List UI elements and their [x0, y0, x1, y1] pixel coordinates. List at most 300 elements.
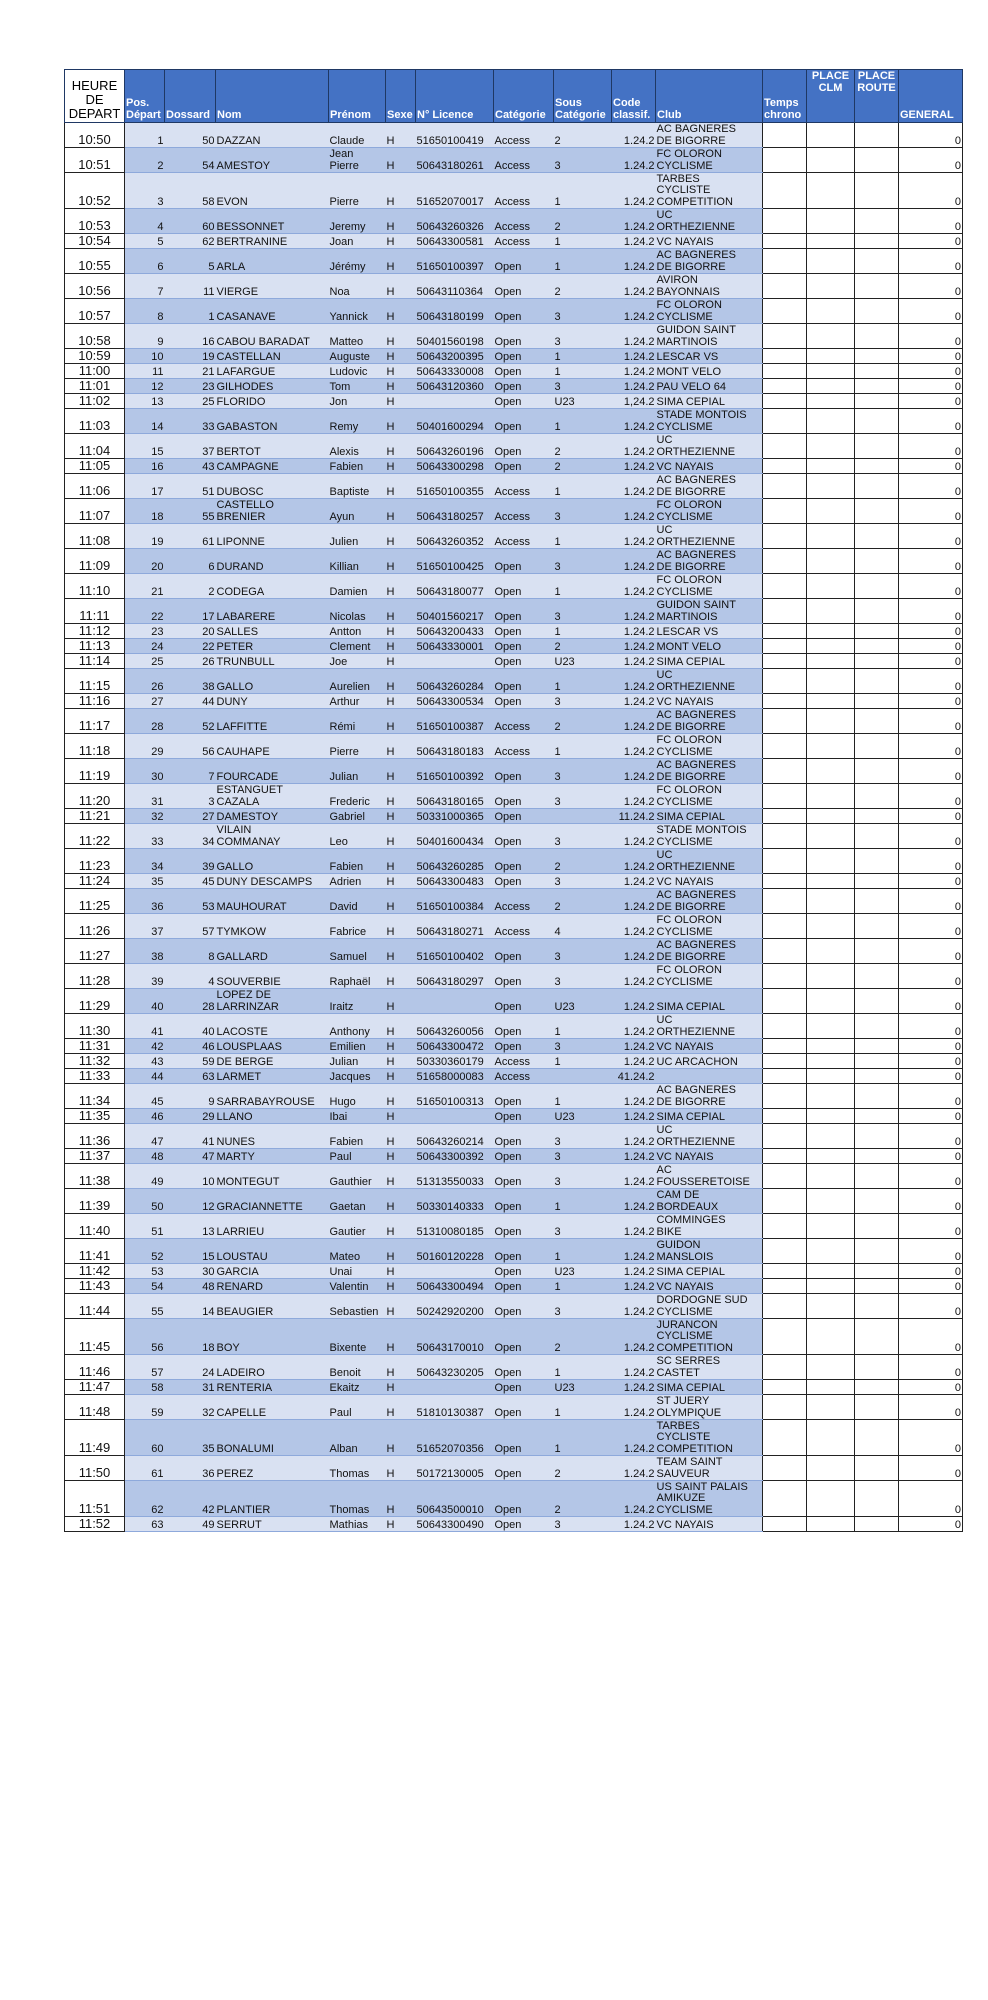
sex-cell: H [386, 574, 416, 599]
first-name-cell: Alban [329, 1420, 386, 1456]
start-time-cell: 11:15 [65, 669, 125, 694]
table-row [65, 624, 963, 639]
start-position-cell: 11 [125, 364, 165, 379]
bib-number-cell: 60 [165, 209, 216, 234]
category-cell: Open [494, 694, 554, 709]
classification-code-cell: 11.24.2 [612, 809, 656, 824]
sex-cell: H [386, 989, 416, 1014]
sex-cell: H [386, 709, 416, 734]
classification-code-cell: 1.24.2 [612, 1420, 656, 1456]
col-header-licence: N° Licence [416, 70, 494, 123]
licence-number-cell: 50643260326 [416, 209, 494, 234]
place-route-cell [855, 599, 899, 624]
club-cell: US SAINT PALAIS AMIKUZE CYCLISME [656, 1481, 763, 1517]
place-clm-cell [807, 474, 855, 499]
place-route-cell [855, 1239, 899, 1264]
place-route-cell [855, 989, 899, 1014]
last-name-cell: NUNES [216, 1124, 329, 1149]
classification-code-cell: 1.24.2 [612, 1084, 656, 1109]
first-name-cell: Jacques [329, 1069, 386, 1084]
category-cell: Open [494, 1164, 554, 1189]
first-name-cell: Raphaël [329, 964, 386, 989]
licence-number-cell: 51810130387 [416, 1395, 494, 1420]
classification-code-cell: 1.24.2 [612, 654, 656, 669]
time-chrono-cell [763, 849, 807, 874]
category-cell: Open [494, 1380, 554, 1395]
first-name-cell: Arthur [329, 694, 386, 709]
sub-category-cell: U23 [554, 394, 612, 409]
first-name-cell: Gaetan [329, 1189, 386, 1214]
sub-category-cell: 1 [554, 524, 612, 549]
bib-number-cell: 16 [165, 324, 216, 349]
sub-category-cell: 2 [554, 434, 612, 459]
sub-category-cell: 1 [554, 1279, 612, 1294]
general-score-cell: 0 [899, 849, 963, 874]
general-score-cell: 0 [899, 694, 963, 709]
first-name-cell: Adrien [329, 874, 386, 889]
last-name-cell: LARRIEU [216, 1214, 329, 1239]
time-chrono-cell [763, 234, 807, 249]
place-route-cell [855, 249, 899, 274]
sub-category-cell: 2 [554, 459, 612, 474]
first-name-cell: Anthony [329, 1014, 386, 1039]
last-name-cell: SERRUT [216, 1517, 329, 1532]
start-time-cell: 11:09 [65, 549, 125, 574]
sub-category-cell: 3 [554, 784, 612, 809]
club-cell: FC OLORON CYCLISME [656, 574, 763, 599]
table-row [65, 849, 963, 874]
category-cell: Open [494, 654, 554, 669]
club-cell: AC BAGNERES DE BIGORRE [656, 759, 763, 784]
last-name-cell: BOY [216, 1319, 329, 1355]
club-cell: UC ORTHEZIENNE [656, 209, 763, 234]
start-time-cell: 10:59 [65, 349, 125, 364]
table-row [65, 1239, 963, 1264]
general-score-cell: 0 [899, 234, 963, 249]
first-name-cell: Emilien [329, 1039, 386, 1054]
sub-category-cell: 1 [554, 1054, 612, 1069]
sub-category-cell: 3 [554, 499, 612, 524]
sub-category-cell: 2 [554, 1481, 612, 1517]
category-cell: Open [494, 574, 554, 599]
time-chrono-cell [763, 734, 807, 759]
sex-cell: H [386, 1319, 416, 1355]
time-chrono-cell [763, 1054, 807, 1069]
club-cell: SIMA CEPIAL [656, 654, 763, 669]
sex-cell: H [386, 874, 416, 889]
last-name-cell: LLANO [216, 1109, 329, 1124]
place-route-cell [855, 1109, 899, 1124]
sex-cell: H [386, 669, 416, 694]
sex-cell: H [386, 274, 416, 299]
table-row [65, 394, 963, 409]
last-name-cell: BEAUGIER [216, 1294, 329, 1319]
table-row [65, 1355, 963, 1380]
time-chrono-cell [763, 1456, 807, 1481]
time-chrono-cell [763, 499, 807, 524]
place-route-cell [855, 1319, 899, 1355]
time-chrono-cell [763, 1164, 807, 1189]
place-clm-cell [807, 1380, 855, 1395]
time-chrono-cell [763, 824, 807, 849]
place-route-cell [855, 1395, 899, 1420]
time-chrono-cell [763, 274, 807, 299]
start-time-cell: 10:51 [65, 148, 125, 173]
place-clm-cell [807, 524, 855, 549]
licence-number-cell: 50643200433 [416, 624, 494, 639]
sex-cell: H [386, 599, 416, 624]
licence-number-cell: 51652070017 [416, 173, 494, 209]
last-name-cell: GARCIA [216, 1264, 329, 1279]
start-time-cell: 11:23 [65, 849, 125, 874]
start-time-cell: 11:00 [65, 364, 125, 379]
start-position-cell: 8 [125, 299, 165, 324]
time-chrono-cell [763, 964, 807, 989]
first-name-cell: Fabien [329, 1124, 386, 1149]
start-position-cell: 33 [125, 824, 165, 849]
sex-cell: H [386, 234, 416, 249]
col-header-code-classif: Code classif. [612, 70, 656, 123]
start-list-table [64, 69, 963, 1532]
category-cell: Access [494, 148, 554, 173]
place-route-cell [855, 379, 899, 394]
place-clm-cell [807, 549, 855, 574]
last-name-cell: GABASTON [216, 409, 329, 434]
bib-number-cell: 6 [165, 549, 216, 574]
general-score-cell: 0 [899, 209, 963, 234]
time-chrono-cell [763, 624, 807, 639]
licence-number-cell: 51652070356 [416, 1420, 494, 1456]
sub-category-cell: 1 [554, 1420, 612, 1456]
category-cell: Open [494, 324, 554, 349]
sex-cell: H [386, 809, 416, 824]
general-score-cell: 0 [899, 964, 963, 989]
general-score-cell: 0 [899, 889, 963, 914]
place-clm-cell [807, 499, 855, 524]
place-clm-cell [807, 1214, 855, 1239]
time-chrono-cell [763, 209, 807, 234]
bib-number-cell: 19 [165, 349, 216, 364]
general-score-cell: 0 [899, 824, 963, 849]
bib-number-cell: 4 [165, 964, 216, 989]
place-route-cell [855, 809, 899, 824]
general-score-cell: 0 [899, 364, 963, 379]
place-clm-cell [807, 1164, 855, 1189]
table-row [65, 1214, 963, 1239]
licence-number-cell: 50330360179 [416, 1054, 494, 1069]
classification-code-cell: 1.24.2 [612, 1294, 656, 1319]
sub-category-cell: 1 [554, 364, 612, 379]
place-clm-cell [807, 1069, 855, 1084]
place-clm-cell [807, 964, 855, 989]
place-clm-cell [807, 1319, 855, 1355]
table-row [65, 874, 963, 889]
last-name-cell: SALLES [216, 624, 329, 639]
time-chrono-cell [763, 1124, 807, 1149]
time-chrono-cell [763, 759, 807, 784]
club-cell: SIMA CEPIAL [656, 1380, 763, 1395]
table-row [65, 1124, 963, 1149]
last-name-cell: CABOU BARADAT [216, 324, 329, 349]
licence-number-cell: 50401600294 [416, 409, 494, 434]
general-score-cell: 0 [899, 669, 963, 694]
start-time-cell: 11:48 [65, 1395, 125, 1420]
licence-number-cell: 50643180297 [416, 964, 494, 989]
club-cell: SIMA CEPIAL [656, 989, 763, 1014]
club-cell: AC BAGNERES DE BIGORRE [656, 939, 763, 964]
place-clm-cell [807, 234, 855, 249]
last-name-cell: PLANTIER [216, 1481, 329, 1517]
time-chrono-cell [763, 709, 807, 734]
place-route-cell [855, 1124, 899, 1149]
sub-category-cell: 3 [554, 299, 612, 324]
sex-cell: H [386, 1084, 416, 1109]
classification-code-cell: 1.24.2 [612, 1149, 656, 1164]
club-cell: LESCAR VS [656, 624, 763, 639]
bib-number-cell: 27 [165, 809, 216, 824]
classification-code-cell: 1.24.2 [612, 849, 656, 874]
classification-code-cell: 1,24.2 [612, 394, 656, 409]
table-row [65, 434, 963, 459]
first-name-cell: Fabien [329, 459, 386, 474]
first-name-cell: Nicolas [329, 599, 386, 624]
place-route-cell [855, 394, 899, 409]
club-cell: LESCAR VS [656, 349, 763, 364]
club-cell: VC NAYAIS [656, 1517, 763, 1532]
classification-code-cell: 1.24.2 [612, 1039, 656, 1054]
last-name-cell: PEREZ [216, 1456, 329, 1481]
bib-number-cell: 11 [165, 274, 216, 299]
last-name-cell: DAZZAN [216, 123, 329, 148]
time-chrono-cell [763, 459, 807, 474]
category-cell: Open [494, 1189, 554, 1214]
place-clm-cell [807, 1054, 855, 1069]
last-name-cell: BONALUMI [216, 1420, 329, 1456]
sex-cell: H [386, 148, 416, 173]
place-route-cell [855, 964, 899, 989]
table-row [65, 234, 963, 249]
general-score-cell: 0 [899, 1084, 963, 1109]
start-time-cell: 10:57 [65, 299, 125, 324]
last-name-cell: LACOSTE [216, 1014, 329, 1039]
general-score-cell: 0 [899, 709, 963, 734]
place-clm-cell [807, 1264, 855, 1279]
bib-number-cell: 42 [165, 1481, 216, 1517]
sub-category-cell: 3 [554, 1124, 612, 1149]
last-name-cell: DUNY [216, 694, 329, 709]
place-route-cell [855, 299, 899, 324]
sex-cell: H [386, 1124, 416, 1149]
bib-number-cell: 50 [165, 123, 216, 148]
place-route-cell [855, 759, 899, 784]
club-cell: FC OLORON CYCLISME [656, 914, 763, 939]
category-cell: Access [494, 709, 554, 734]
place-clm-cell [807, 624, 855, 639]
licence-number-cell: 50643330008 [416, 364, 494, 379]
sub-category-cell: 3 [554, 599, 612, 624]
category-cell: Open [494, 1239, 554, 1264]
time-chrono-cell [763, 1069, 807, 1084]
general-score-cell: 0 [899, 394, 963, 409]
bib-number-cell: 5 [165, 249, 216, 274]
licence-number-cell: 50643500010 [416, 1481, 494, 1517]
place-route-cell [855, 324, 899, 349]
category-cell: Open [494, 964, 554, 989]
general-score-cell: 0 [899, 1039, 963, 1054]
sex-cell: H [386, 324, 416, 349]
place-route-cell [855, 173, 899, 209]
general-score-cell: 0 [899, 1124, 963, 1149]
licence-number-cell: 51650100313 [416, 1084, 494, 1109]
start-time-cell: 11:26 [65, 914, 125, 939]
licence-number-cell: 50643300392 [416, 1149, 494, 1164]
bib-number-cell: 12 [165, 1189, 216, 1214]
sex-cell: H [386, 1294, 416, 1319]
sub-category-cell: 1 [554, 1084, 612, 1109]
table-row [65, 364, 963, 379]
general-score-cell: 0 [899, 1395, 963, 1420]
sub-category-cell: 3 [554, 694, 612, 709]
table-row [65, 784, 963, 809]
first-name-cell: Joe [329, 654, 386, 669]
sex-cell: H [386, 964, 416, 989]
last-name-cell: CODEGA [216, 574, 329, 599]
time-chrono-cell [763, 1264, 807, 1279]
first-name-cell: Pierre [329, 173, 386, 209]
sub-category-cell: 1 [554, 669, 612, 694]
table-row [65, 1279, 963, 1294]
bib-number-cell: 10 [165, 1164, 216, 1189]
licence-number-cell: 50643300298 [416, 459, 494, 474]
place-clm-cell [807, 1420, 855, 1456]
table-row [65, 1481, 963, 1517]
start-position-cell: 14 [125, 409, 165, 434]
first-name-cell: Fabien [329, 849, 386, 874]
table-row [65, 1420, 963, 1456]
bib-number-cell: 38 [165, 669, 216, 694]
category-cell: Access [494, 123, 554, 148]
place-route-cell [855, 524, 899, 549]
club-cell: FC OLORON CYCLISME [656, 734, 763, 759]
start-time-cell: 11:19 [65, 759, 125, 784]
bib-number-cell: 56 [165, 734, 216, 759]
last-name-cell: VILAIN COMMANAY [216, 824, 329, 849]
time-chrono-cell [763, 599, 807, 624]
licence-number-cell: 50643300483 [416, 874, 494, 889]
sex-cell: H [386, 1239, 416, 1264]
last-name-cell: RENTERIA [216, 1380, 329, 1395]
first-name-cell: Baptiste [329, 474, 386, 499]
bib-number-cell: 47 [165, 1149, 216, 1164]
category-cell: Open [494, 249, 554, 274]
sub-category-cell: 3 [554, 324, 612, 349]
category-cell: Access [494, 1054, 554, 1069]
place-clm-cell [807, 434, 855, 459]
first-name-cell: Thomas [329, 1481, 386, 1517]
time-chrono-cell [763, 1481, 807, 1517]
sub-category-cell: 2 [554, 274, 612, 299]
start-time-cell: 11:45 [65, 1319, 125, 1355]
start-time-cell: 11:20 [65, 784, 125, 809]
last-name-cell: LADEIRO [216, 1355, 329, 1380]
place-clm-cell [807, 734, 855, 759]
last-name-cell: BERTOT [216, 434, 329, 459]
category-cell: Open [494, 1264, 554, 1279]
general-score-cell: 0 [899, 1456, 963, 1481]
bib-number-cell: 48 [165, 1279, 216, 1294]
place-route-cell [855, 148, 899, 173]
start-time-cell: 11:07 [65, 499, 125, 524]
category-cell: Open [494, 784, 554, 809]
start-position-cell: 43 [125, 1054, 165, 1069]
place-route-cell [855, 474, 899, 499]
first-name-cell: Julien [329, 524, 386, 549]
table-row [65, 1380, 963, 1395]
place-clm-cell [807, 1294, 855, 1319]
sex-cell: H [386, 364, 416, 379]
club-cell: VC NAYAIS [656, 874, 763, 889]
start-position-cell: 29 [125, 734, 165, 759]
place-route-cell [855, 1014, 899, 1039]
bib-number-cell: 26 [165, 654, 216, 669]
general-score-cell: 0 [899, 574, 963, 599]
place-route-cell [855, 349, 899, 364]
place-route-cell [855, 914, 899, 939]
sex-cell: H [386, 1149, 416, 1164]
place-clm-cell [807, 654, 855, 669]
table-row [65, 459, 963, 474]
general-score-cell: 0 [899, 734, 963, 759]
sub-category-cell: 2 [554, 639, 612, 654]
sex-cell: H [386, 1014, 416, 1039]
classification-code-cell: 1.24.2 [612, 123, 656, 148]
place-route-cell [855, 694, 899, 709]
start-time-cell: 11:06 [65, 474, 125, 499]
sub-category-cell: U23 [554, 989, 612, 1014]
bib-number-cell: 46 [165, 1039, 216, 1054]
general-score-cell: 0 [899, 599, 963, 624]
club-cell: UC ARCACHON [656, 1054, 763, 1069]
table-row [65, 1014, 963, 1039]
place-clm-cell [807, 939, 855, 964]
start-position-cell: 25 [125, 654, 165, 669]
category-cell: Open [494, 1039, 554, 1054]
club-cell: TEAM SAINT SAUVEUR [656, 1456, 763, 1481]
licence-number-cell: 50643330001 [416, 639, 494, 654]
table-row [65, 148, 963, 173]
start-time-cell: 11:37 [65, 1149, 125, 1164]
last-name-cell: AMESTOY [216, 148, 329, 173]
bib-number-cell: 28 [165, 989, 216, 1014]
start-position-cell: 30 [125, 759, 165, 784]
bib-number-cell: 32 [165, 1395, 216, 1420]
start-position-cell: 58 [125, 1380, 165, 1395]
start-position-cell: 1 [125, 123, 165, 148]
start-time-cell: 11:50 [65, 1456, 125, 1481]
last-name-cell: SOUVERBIE [216, 964, 329, 989]
table-row [65, 669, 963, 694]
club-cell: VC NAYAIS [656, 694, 763, 709]
classification-code-cell: 1.24.2 [612, 874, 656, 889]
licence-number-cell: 50643300490 [416, 1517, 494, 1532]
start-time-cell: 10:58 [65, 324, 125, 349]
time-chrono-cell [763, 1395, 807, 1420]
general-score-cell: 0 [899, 1355, 963, 1380]
sub-category-cell: 3 [554, 1517, 612, 1532]
table-row [65, 1456, 963, 1481]
sub-category-cell: 1 [554, 409, 612, 434]
place-clm-cell [807, 1279, 855, 1294]
